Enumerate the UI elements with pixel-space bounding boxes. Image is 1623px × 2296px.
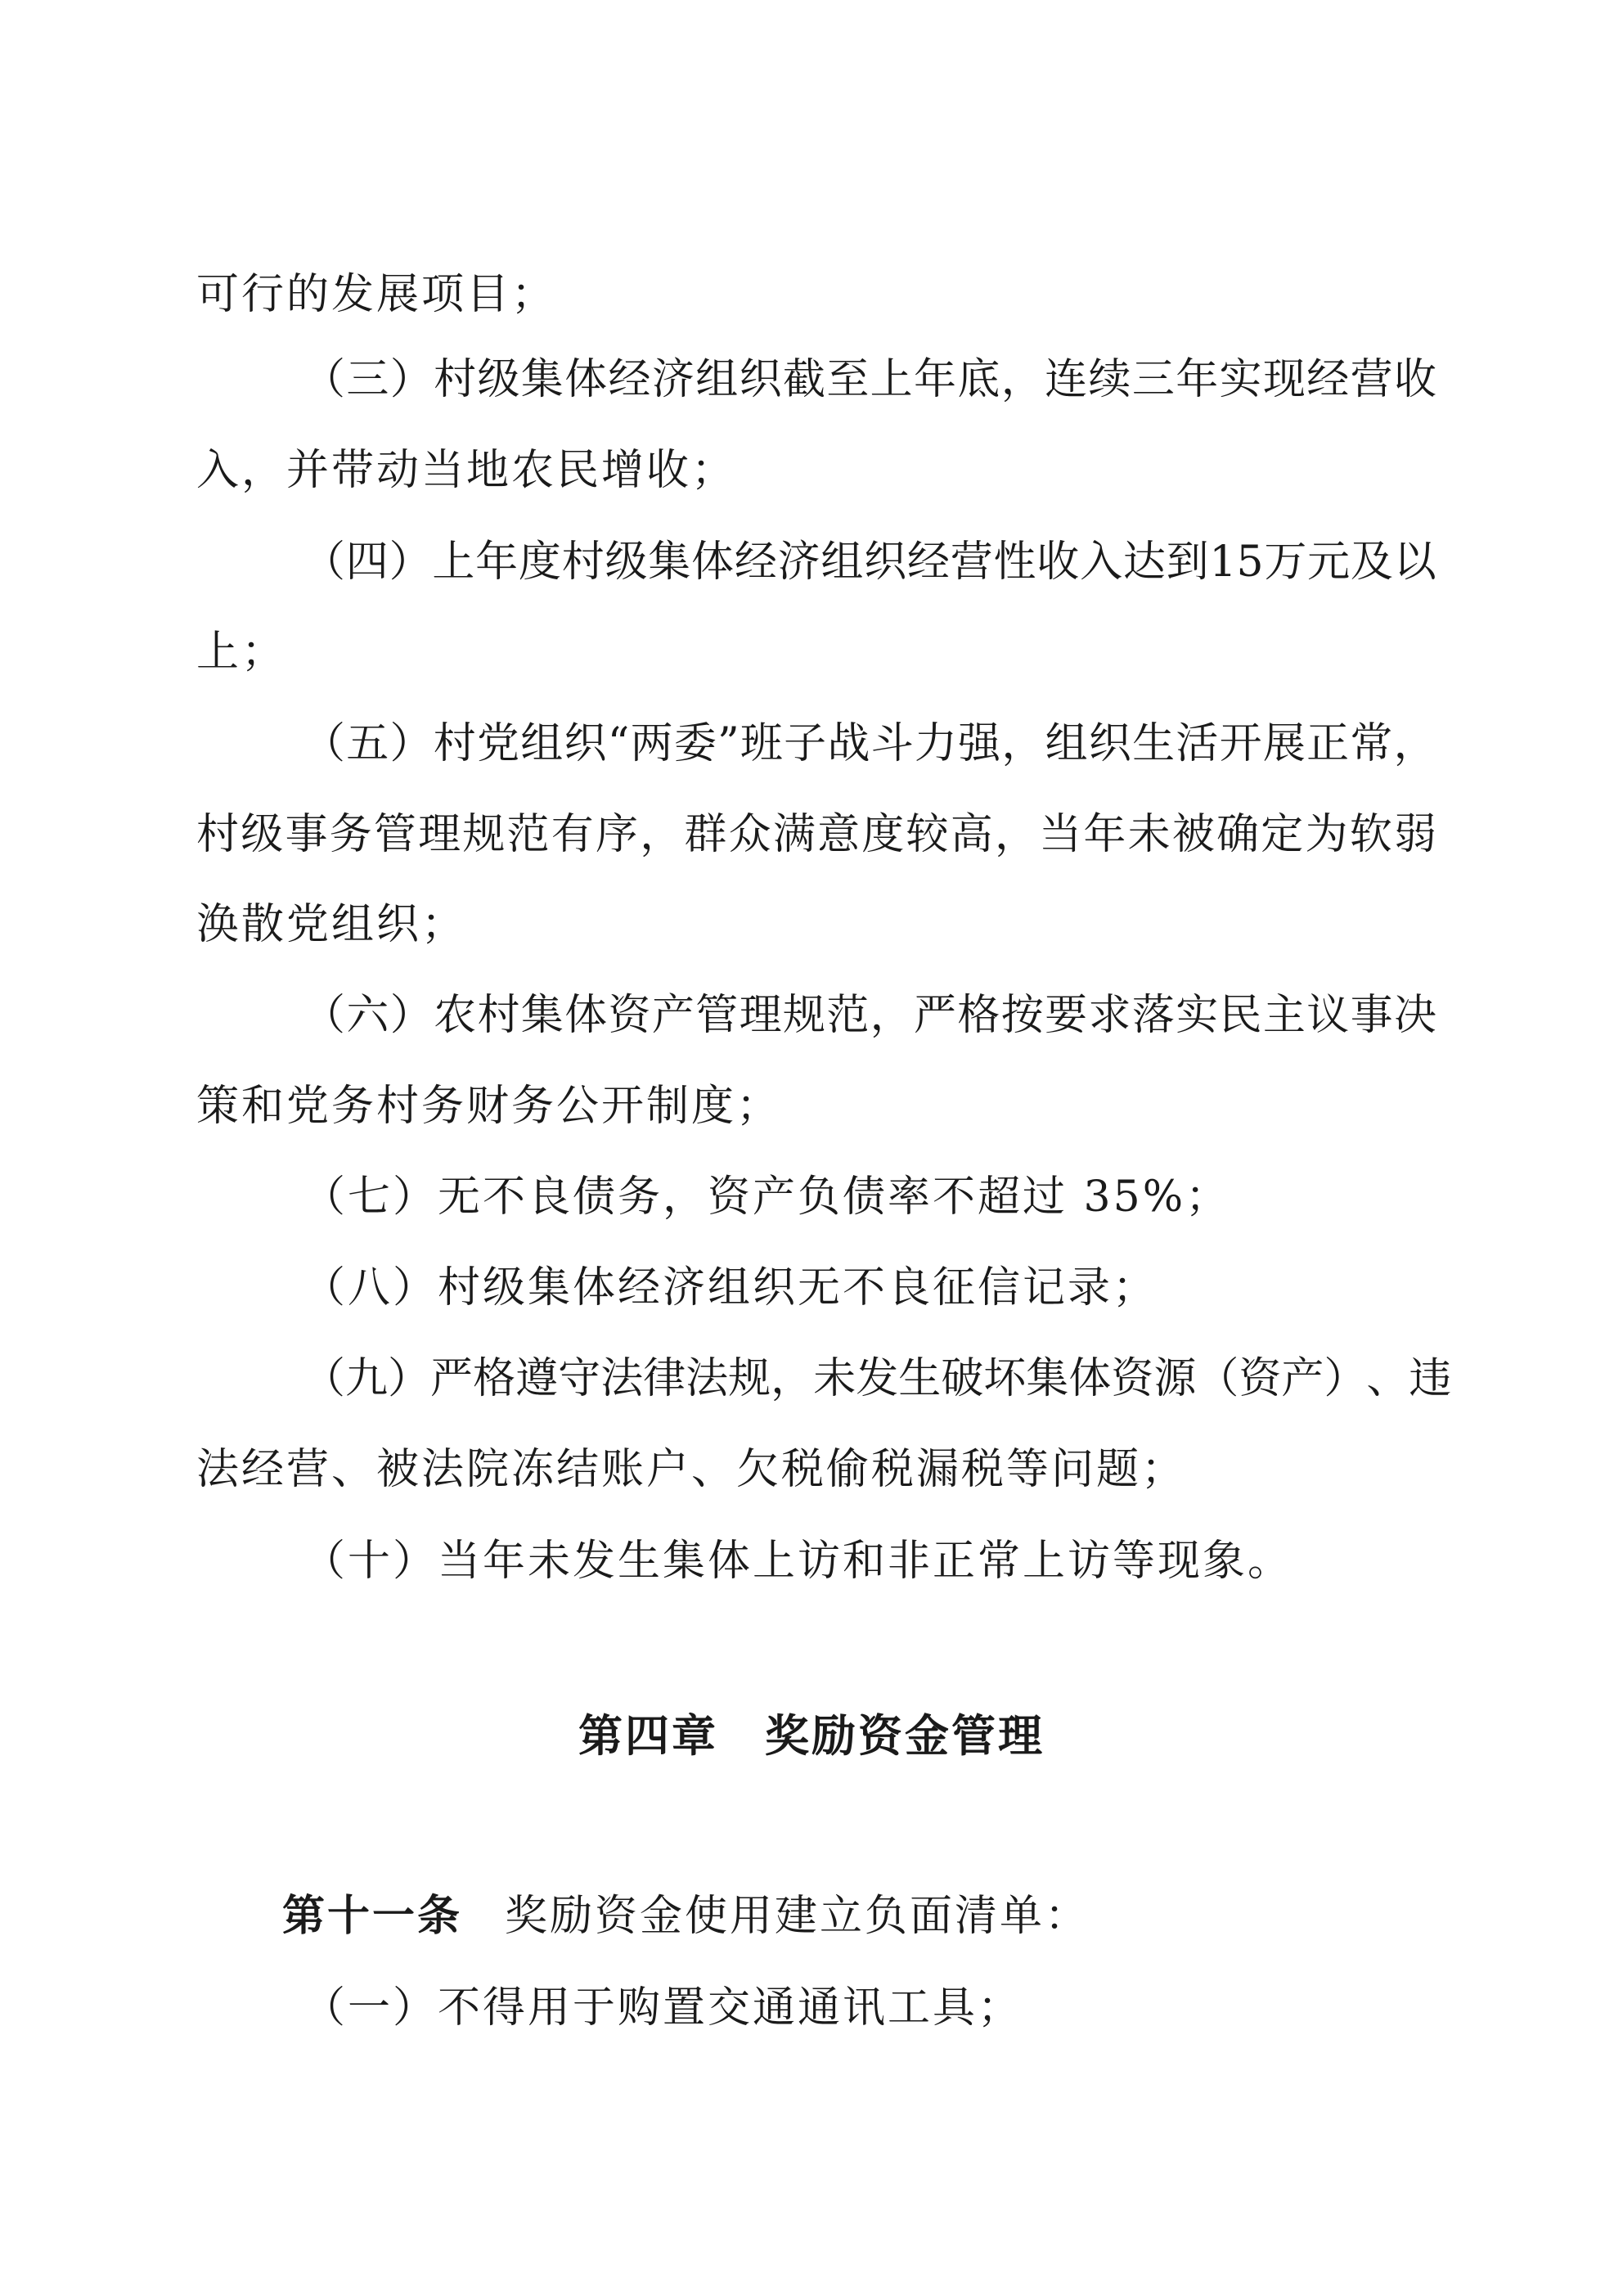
- text-line: 涣散党组织；: [196, 900, 467, 949]
- text-line-justified: （ 六 ） 农 村 集 体 资 产 管 理 规 范 ， 严 格 按 要 求 落 实 民 主 议 事 决: [303, 991, 1436, 1040]
- text-line: 入，并带动当地农民增收；: [196, 446, 737, 495]
- text-line: 策和党务村务财务公开制度；: [196, 1082, 782, 1131]
- article-text: 奖励资金使用建立负面清单：: [505, 1892, 1090, 1941]
- list-item: （一）不得用于购置交通通讯工具；: [303, 1983, 1023, 2033]
- text-line-justified: （ 五 ） 村 党 组 织 “ 两 委 ” 班 子 战 斗 力 强 ， 组 织 生 活 开 展 正 常 ，: [303, 719, 1436, 768]
- text-line-justified: 村 级 事 务 管 理 规 范 有 序 ， 群 众 满 意 度 较 高 ， 当 年 未 被 确 定 为 软 弱: [196, 810, 1436, 859]
- text-line: （十）当年未发生集体上访和非正常上访等现象。: [303, 1537, 1293, 1586]
- chapter-heading: 第四章 奖励资金管理: [578, 1710, 1045, 1762]
- text-line-justified: （ 三 ） 村 级 集 体 经 济 组 织 截 至 上 年 底 ， 连 续 三 年 实 现 经 营 收: [303, 355, 1436, 404]
- text-line-justified: （ 九 ） 严 格 遵 守 法 律 法 规 ， 未 发 生 破 坏 集 体 资 源 （ 资 产 ） 、 违: [303, 1354, 1452, 1403]
- text-line: 上；: [196, 628, 287, 677]
- text-line: （七）无不良债务，资产负债率不超过 35%；: [303, 1173, 1231, 1222]
- text-line: （八）村级集体经济组织无不良征信记录；: [303, 1263, 1158, 1312]
- text-line-justified: （ 四 ） 上 年 度 村 级 集 体 经 济 组 织 经 营 性 收 入 达 到 15 万 元 及 以: [303, 538, 1436, 587]
- article-line: [282, 1892, 1090, 1941]
- text-line: 可行的发展项目；: [196, 270, 557, 319]
- article-label: 第十一条: [282, 1892, 463, 1941]
- text-line: 法经营、被法院冻结账户、欠税偷税漏税等问题；: [196, 1445, 1187, 1494]
